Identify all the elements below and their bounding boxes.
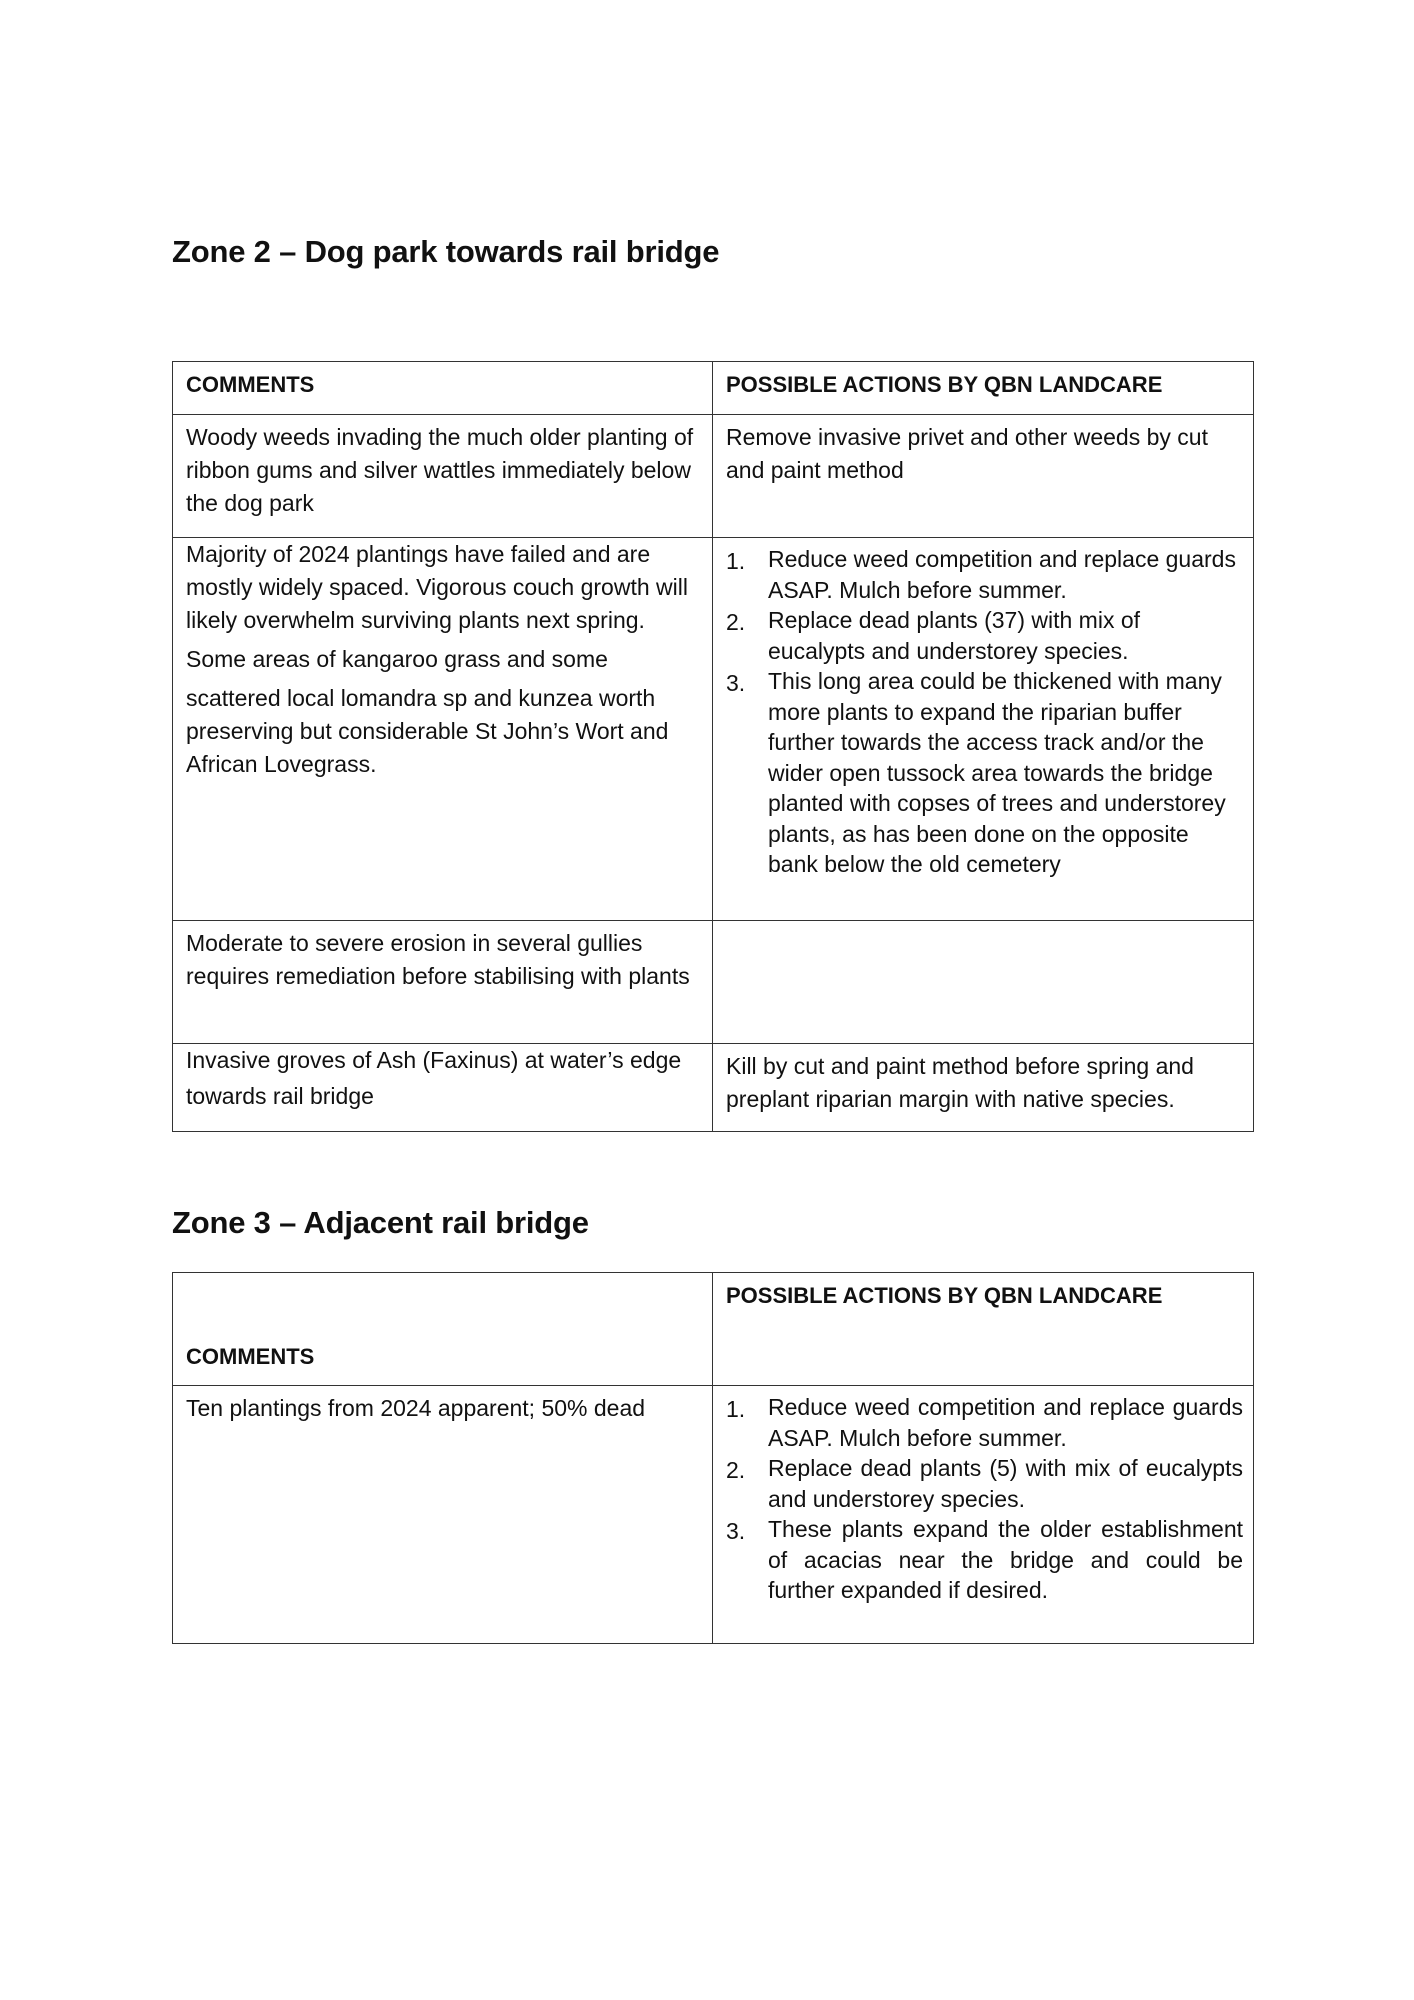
comment-text: Invasive groves of Ash (Faxinus) at water’s edge [186, 1047, 682, 1073]
list-item [726, 1392, 1243, 1453]
list-item [726, 1453, 1243, 1514]
list-text: Replace dead plants (5) with mix of eucalypts and understorey species. [768, 1455, 1243, 1512]
actions-header: POSSIBLE ACTIONS BY QBN LANDCARE [713, 362, 1254, 415]
comment-text: Moderate to severe erosion in several gullies requires remediation before stabilising with plants [186, 930, 690, 989]
zone2-heading: Zone 2 – Dog park towards rail bridge [172, 234, 720, 269]
comment-text: towards rail bridge [186, 1083, 374, 1109]
comment-text: Woody weeds invading the much older planting of ribbon gums and silver wattles immediately below the dog park [186, 424, 694, 516]
list-item [726, 1514, 1243, 1606]
action-text: Kill by cut and paint method before spring and preplant riparian margin with native species. [726, 1053, 1194, 1112]
table-row [173, 1044, 1254, 1132]
action-list [726, 1392, 1243, 1606]
action-cell [713, 538, 1254, 921]
list-number: 2. [726, 1457, 746, 1483]
zone3-heading: Zone 3 – Adjacent rail bridge [172, 1205, 589, 1240]
action-cell [713, 415, 1254, 538]
table-header-row [173, 1273, 1254, 1386]
comment-cell [173, 415, 713, 538]
list-text: These plants expand the older establishment of acacias near the bridge and could be further expanded if desired. [768, 1516, 1243, 1603]
comment-text: Some areas of kangaroo grass and some [186, 646, 608, 672]
actions-header: POSSIBLE ACTIONS BY QBN LANDCARE [713, 1273, 1254, 1386]
comment-cell [173, 1386, 713, 1644]
comment-text: scattered local lomandra sp and kunzea worth preserving but considerable St John’s Wort and African Lovegrass. [186, 685, 669, 777]
comment-cell [173, 538, 713, 921]
action-cell [713, 1044, 1254, 1132]
comment-cell [173, 1044, 713, 1132]
table-header-row [173, 362, 1254, 415]
list-number: 1. [726, 548, 746, 574]
table-row [173, 538, 1254, 921]
list-number: 3. [726, 1518, 746, 1544]
list-text: This long area could be thickened with many more plants to expand the riparian buffer further towards the access track and/or the wider open tussock area towards the bridge planted with copses of trees and understorey plants, as has been done on the opposite bank below the old cemetery [768, 668, 1226, 877]
list-number: 3. [726, 670, 746, 696]
list-text: Replace dead plants (37) with mix of eucalypts and understorey species. [768, 607, 1141, 664]
list-number: 1. [726, 1396, 746, 1422]
comment-text: Majority of 2024 plantings have failed and are mostly widely spaced. Vigorous couch growth will likely overwhelm surviving plants next spring. [186, 541, 688, 633]
comments-header: COMMENTS [173, 362, 713, 415]
list-item [726, 666, 1243, 880]
zone3-table [172, 1272, 1254, 1644]
table-row [173, 1386, 1254, 1644]
zone2-table [172, 361, 1254, 1132]
table-row [173, 921, 1254, 1044]
comments-header: COMMENTS [173, 1273, 713, 1386]
list-item [726, 605, 1243, 666]
list-number: 2. [726, 609, 746, 635]
action-list [726, 544, 1243, 880]
comment-cell [173, 921, 713, 1044]
comment-text: Ten plantings from 2024 apparent; 50% dead [186, 1395, 646, 1421]
action-cell [713, 921, 1254, 1044]
table-row [173, 415, 1254, 538]
list-text: Reduce weed competition and replace guards ASAP. Mulch before summer. [768, 546, 1236, 603]
list-text: Reduce weed competition and replace guards ASAP. Mulch before summer. [768, 1394, 1243, 1451]
action-cell [713, 1386, 1254, 1644]
list-item [726, 544, 1243, 605]
action-text: Remove invasive privet and other weeds by cut and paint method [726, 424, 1208, 483]
